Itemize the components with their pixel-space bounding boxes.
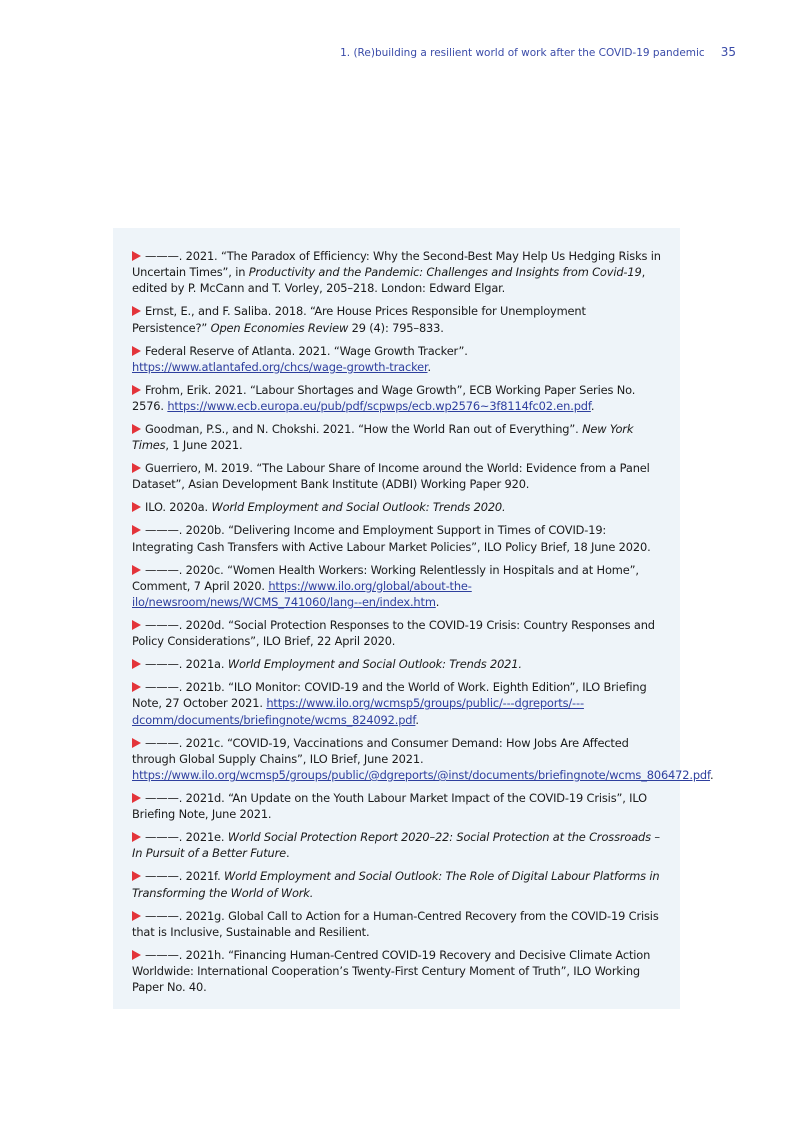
triangle-bullet-icon [132,832,141,842]
triangle-bullet-icon [132,463,141,473]
triangle-bullet-icon [132,793,141,803]
reference-text: ———. 2020c. “Women Health Workers: Working Relentlessly in Hospitals and at Home”, Comment, 7 April 2020. [132,562,639,593]
reference-text: . [710,768,714,783]
reference-text: , edited by P. McCann and T. Vorley, 205–218. London: Edward Elgar. [132,265,646,296]
reference-link[interactable]: https://www.ilo.org/wcmsp5/groups/public/---dgreports/---dcomm/documents/briefingnote/wcms_824092.pdf [132,696,584,727]
running-header [340,45,736,59]
reference-text: ———. 2021b. “ILO Monitor: COVID-19 and the World of Work. Eighth Edition”, ILO Briefing Note, 27 October 2021. [132,680,647,711]
triangle-bullet-icon [132,911,141,921]
triangle-bullet-icon [132,306,141,316]
triangle-bullet-icon [132,346,141,356]
reference-link[interactable]: https://www.ecb.europa.eu/pub/pdf/scpwps/ecb.wp2576~3f8114fc02.en.pdf [167,399,591,414]
running-title: 1. (Re)building a resilient world of work after the COVID-19 pandemic [340,47,705,59]
triangle-bullet-icon [132,871,141,881]
page-number: 35 [720,45,736,59]
reference-entry [132,790,662,822]
reference-italic-title: Open Economies Review [210,320,349,335]
reference-text: Goodman, P.S., and N. Chokshi. 2021. “How the World Ran out of Everything”. [145,422,583,437]
reference-text: . [427,359,431,374]
reference-entry [132,499,662,515]
reference-entry [132,421,662,453]
reference-entry [132,656,662,672]
reference-link[interactable]: https://www.atlantafed.org/chcs/wage-growth-tracker [132,359,428,374]
reference-entry [132,908,662,940]
reference-text: ———. 2021. “The Paradox of Efficiency: Why the Second-Best May Help Us Hedging Risks in Uncertain Times”, in [132,249,661,280]
reference-text: ———. 2021c. “COVID-19, Vaccinations and Consumer Demand: How Jobs Are Affected through Global Supply Chains”, ILO Brief, June 2021. [132,735,629,766]
reference-link[interactable]: https://www.ilo.org/global/about-the-ilo/newsroom/news/WCMS_741060/lang--en/index.htm [132,578,472,610]
triangle-bullet-icon [132,620,141,630]
triangle-bullet-icon [132,950,141,960]
reference-text: ———. 2021a. [145,657,228,672]
reference-text: ———. 2021f. [145,869,225,884]
reference-entry [132,947,662,996]
reference-text: Frohm, Erik. 2021. “Labour Shortages and Wage Growth”, ECB Working Paper Series No. 2576. [132,382,636,414]
reference-text: ILO. 2020a. [145,500,212,515]
reference-entry [132,829,662,861]
triangle-bullet-icon [132,682,141,692]
reference-italic-title: World Social Protection Report 2020–22: Social Protection at the Crossroads – In Pursuit of a Better Future [132,830,660,861]
reference-entry [132,303,662,335]
reference-entry [132,679,662,728]
reference-italic-title: World Employment and Social Outlook: The Role of Digital Labour Platforms in Transforming the World of Work. [132,869,660,900]
reference-italic-title: New York Times [132,422,634,453]
reference-entry [132,868,662,900]
triangle-bullet-icon [132,659,141,669]
reference-text: . [590,399,595,414]
reference-text: ———. 2020b. “Delivering Income and Employment Support in Times of COVID-19: Integrating Cash Transfers with Active Labour Market Policies”, ILO Policy Brief, 18 June 2020. [132,523,651,554]
triangle-bullet-icon [132,424,141,434]
reference-italic-title: World Employment and Social Outlook: Trends 2020. [211,500,506,515]
triangle-bullet-icon [132,738,141,748]
triangle-bullet-icon [132,565,141,575]
reference-text: ———. 2021d. “An Update on the Youth Labour Market Impact of the COVID-19 Crisis”, ILO Briefing Note, June 2021. [132,791,647,822]
references-panel [113,228,714,1009]
reference-entry [132,562,662,611]
triangle-bullet-icon [132,251,141,261]
reference-entry [132,617,662,649]
reference-italic-title: World Employment and Social Outlook: Trends 2021. [227,657,522,672]
reference-text: . [285,846,290,861]
reference-entry [132,248,662,297]
reference-entry [132,522,662,554]
reference-text: ———. 2021g. Global Call to Action for a Human-Centred Recovery from the COVID-19 Crisis that is Inclusive, Sustainable and Resilient. [132,908,659,939]
reference-text: Guerriero, M. 2019. “The Labour Share of Income around the World: Evidence from a Panel Dataset”, Asian Development Bank Institute (ADBI) Working Paper 920. [132,461,650,492]
reference-entry [132,735,714,784]
reference-text: ———. 2021e. [145,830,228,845]
reference-italic-title: Productivity and the Pandemic: Challenges and Insights from Covid-19 [248,265,642,280]
reference-entry [132,460,662,492]
reference-text: ———. 2020d. “Social Protection Responses to the COVID-19 Crisis: Country Responses and Policy Considerations”, ILO Brief, 22 April 2020. [132,618,655,649]
reference-text: . [415,712,419,727]
reference-entry [132,382,662,414]
reference-entry [132,343,662,375]
reference-text: . [435,595,440,610]
triangle-bullet-icon [132,385,141,395]
reference-text: 29 (4): 795–833. [348,320,444,335]
reference-text: , 1 June 2021. [165,438,243,453]
reference-text: Federal Reserve of Atlanta. 2021. “Wage Growth Tracker”. [145,343,468,358]
reference-text: ———. 2021h. “Financing Human-Centred COVID-19 Recovery and Decisive Climate Action Worldwide: International Cooperation’s Twenty-First Century Moment of Truth”, ILO Working Paper No. 40. [132,947,651,995]
triangle-bullet-icon [132,502,141,512]
reference-text: Ernst, E., and F. Saliba. 2018. “Are House Prices Responsible for Unemployment Persistence?” [132,304,586,335]
triangle-bullet-icon [132,525,141,535]
reference-link[interactable]: https://www.ilo.org/wcmsp5/groups/public/@dgreports/@inst/documents/briefingnote/wcms_806472.pdf [132,768,711,783]
